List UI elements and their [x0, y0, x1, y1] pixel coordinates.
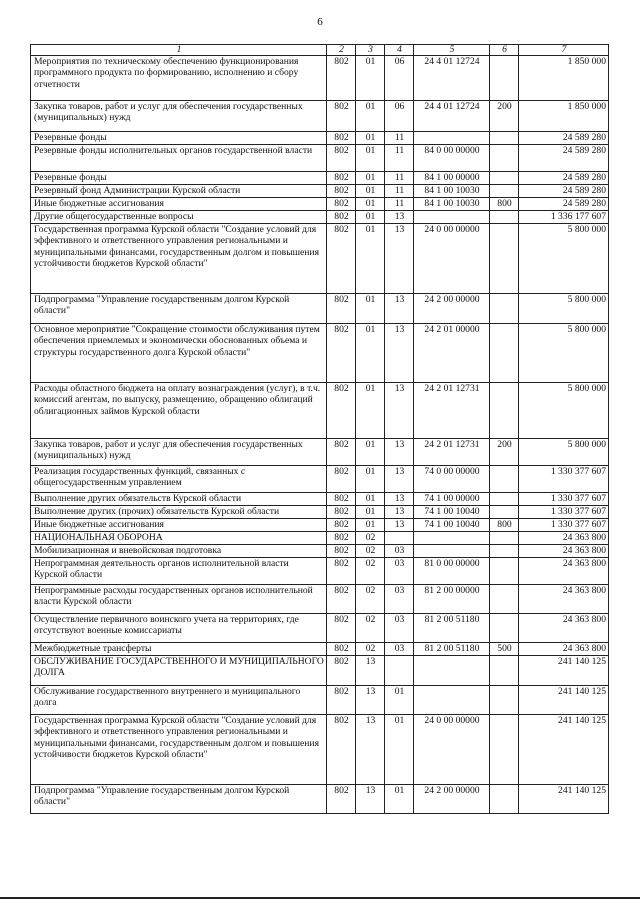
amount: 24 363 800 — [519, 614, 609, 643]
row-name: Межбюджетные трансферты — [31, 643, 327, 656]
subsection-code: 11 — [385, 185, 414, 198]
subsection-code: 13 — [385, 224, 414, 294]
table-row — [31, 558, 609, 585]
ministry-code: 802 — [327, 211, 356, 224]
table-row — [31, 172, 609, 185]
amount: 5 800 000 — [519, 324, 609, 383]
subsection-code: 11 — [385, 198, 414, 211]
row-name: Закупка товаров, работ и услуг для обеспечения государственных (муниципальных) нужд — [31, 439, 327, 466]
ministry-code: 802 — [327, 198, 356, 211]
ministry-code: 802 — [327, 519, 356, 532]
column-number: 1 — [31, 45, 327, 56]
column-number: 6 — [490, 45, 519, 56]
subsection-code: 13 — [385, 211, 414, 224]
table-row — [31, 656, 609, 686]
section-code: 01 — [356, 439, 385, 466]
table-row — [31, 211, 609, 224]
amount: 24 363 800 — [519, 532, 609, 545]
expense-type-code — [490, 211, 519, 224]
amount: 24 363 800 — [519, 545, 609, 558]
section-code: 01 — [356, 101, 385, 132]
amount: 24 589 280 — [519, 145, 609, 172]
ministry-code: 802 — [327, 145, 356, 172]
section-code: 01 — [356, 185, 385, 198]
subsection-code: 01 — [385, 715, 414, 785]
table-row — [31, 101, 609, 132]
section-code: 02 — [356, 643, 385, 656]
section-code: 01 — [356, 198, 385, 211]
subsection-code: 03 — [385, 614, 414, 643]
section-code: 01 — [356, 466, 385, 493]
amount: 1 330 377 607 — [519, 466, 609, 493]
amount: 5 800 000 — [519, 294, 609, 324]
ministry-code: 802 — [327, 439, 356, 466]
expense-type-code: 200 — [490, 439, 519, 466]
row-name: Государственная программа Курской области "Создание условий для эффективного и ответственного управления региональными и муниципальными финансами, государственным долгом и повышения устойчивости бюджетов Курской области" — [31, 224, 327, 294]
subsection-code: 06 — [385, 101, 414, 132]
ministry-code: 802 — [327, 132, 356, 145]
row-name: Закупка товаров, работ и услуг для обеспечения государственных (муниципальных) нужд — [31, 101, 327, 132]
table-row — [31, 614, 609, 643]
target-article-code: 24 2 00 00000 — [414, 294, 490, 324]
page-number: 6 — [317, 16, 323, 28]
expense-type-code — [490, 545, 519, 558]
target-article-code: 84 1 00 10030 — [414, 185, 490, 198]
section-code: 01 — [356, 324, 385, 383]
subsection-code: 01 — [385, 686, 414, 715]
expense-type-code — [490, 224, 519, 294]
expense-type-code — [490, 558, 519, 585]
section-code: 02 — [356, 558, 385, 585]
subsection-code: 11 — [385, 145, 414, 172]
target-article-code: 24 0 00 00000 — [414, 715, 490, 785]
target-article-code — [414, 656, 490, 686]
target-article-code: 24 4 01 12724 — [414, 56, 490, 101]
section-code: 13 — [356, 715, 385, 785]
row-name: Непрограммные расходы государственных органов исполнительной власти Курской области — [31, 585, 327, 614]
row-name: Подпрограмма "Управление государственным долгом Курской области" — [31, 785, 327, 814]
target-article-code: 74 1 00 00000 — [414, 493, 490, 506]
row-name: Реализация государственных функций, связанных с общегосударственным управлением — [31, 466, 327, 493]
subsection-code: 03 — [385, 558, 414, 585]
amount: 241 140 125 — [519, 715, 609, 785]
amount: 24 363 800 — [519, 643, 609, 656]
target-article-code — [414, 211, 490, 224]
row-name: Другие общегосударственные вопросы — [31, 211, 327, 224]
amount: 241 140 125 — [519, 656, 609, 686]
amount: 1 330 377 607 — [519, 519, 609, 532]
table-row — [31, 506, 609, 519]
amount: 1 850 000 — [519, 101, 609, 132]
section-code: 01 — [356, 211, 385, 224]
table-row — [31, 785, 609, 814]
section-code: 01 — [356, 172, 385, 185]
row-name: ОБСЛУЖИВАНИЕ ГОСУДАРСТВЕННОГО И МУНИЦИПАЛЬНОГО ДОЛГА — [31, 656, 327, 686]
column-number: 5 — [414, 45, 490, 56]
row-name: Резервные фонды исполнительных органов государственной власти — [31, 145, 327, 172]
subsection-code: 13 — [385, 294, 414, 324]
expense-type-code: 200 — [490, 101, 519, 132]
target-article-code: 84 1 00 00000 — [414, 172, 490, 185]
target-article-code: 81 2 00 51180 — [414, 614, 490, 643]
subsection-code: 13 — [385, 439, 414, 466]
expense-type-code — [490, 324, 519, 383]
row-name: НАЦИОНАЛЬНАЯ ОБОРОНА — [31, 532, 327, 545]
row-name: Обслуживание государственного внутреннего и муниципального долга — [31, 686, 327, 715]
row-name: Государственная программа Курской области "Создание условий для эффективного и ответственного управления региональными и муниципальными финансами, государственным долгом и повышения устойчивости бюджетов Курской области" — [31, 715, 327, 785]
amount: 5 800 000 — [519, 383, 609, 439]
row-name: Основное мероприятие "Сокращение стоимости обслуживания путем обеспечения приемлемых и экономически обоснованных объема и структуры государственного долга Курской области" — [31, 324, 327, 383]
row-name: Расходы областного бюджета на оплату вознаграждения (услуг), в т.ч. комиссий агентам, по выпуску, размещению, обращению облигаций облигационных займов Курской области — [31, 383, 327, 439]
ministry-code: 802 — [327, 172, 356, 185]
table-row — [31, 686, 609, 715]
target-article-code: 74 0 00 00000 — [414, 466, 490, 493]
target-article-code: 24 0 00 00000 — [414, 224, 490, 294]
amount: 1 330 377 607 — [519, 506, 609, 519]
amount: 1 330 377 607 — [519, 493, 609, 506]
table-row — [31, 294, 609, 324]
row-name: Резервный фонд Администрации Курской области — [31, 185, 327, 198]
ministry-code: 802 — [327, 224, 356, 294]
target-article-code — [414, 545, 490, 558]
expense-type-code: 800 — [490, 198, 519, 211]
expense-type-code — [490, 294, 519, 324]
subsection-code: 01 — [385, 785, 414, 814]
section-code: 01 — [356, 519, 385, 532]
target-article-code — [414, 132, 490, 145]
expense-type-code: 800 — [490, 519, 519, 532]
section-code: 02 — [356, 614, 385, 643]
section-code: 13 — [356, 785, 385, 814]
column-number: 3 — [356, 45, 385, 56]
ministry-code: 802 — [327, 466, 356, 493]
expense-type-code — [490, 656, 519, 686]
section-code: 01 — [356, 145, 385, 172]
target-article-code: 81 0 00 00000 — [414, 558, 490, 585]
expense-type-code — [490, 715, 519, 785]
subsection-code: 13 — [385, 324, 414, 383]
amount: 24 589 280 — [519, 132, 609, 145]
table-row — [31, 132, 609, 145]
amount: 241 140 125 — [519, 686, 609, 715]
subsection-code: 03 — [385, 545, 414, 558]
subsection-code: 13 — [385, 506, 414, 519]
ministry-code: 802 — [327, 383, 356, 439]
amount: 24 589 280 — [519, 185, 609, 198]
row-name: Осуществление первичного воинского учета на территориях, где отсутствуют военные комиссариаты — [31, 614, 327, 643]
amount: 24 363 800 — [519, 585, 609, 614]
budget-table — [30, 44, 609, 814]
row-name: Резервные фонды — [31, 132, 327, 145]
target-article-code: 24 2 01 12731 — [414, 439, 490, 466]
row-name: Иные бюджетные ассигнования — [31, 519, 327, 532]
ministry-code: 802 — [327, 545, 356, 558]
target-article-code: 81 2 00 00000 — [414, 585, 490, 614]
expense-type-code — [490, 383, 519, 439]
section-code: 01 — [356, 294, 385, 324]
expense-type-code — [490, 493, 519, 506]
amount: 1 336 177 607 — [519, 211, 609, 224]
expense-type-code: 500 — [490, 643, 519, 656]
ministry-code: 802 — [327, 532, 356, 545]
row-name: Иные бюджетные ассигнования — [31, 198, 327, 211]
table-row — [31, 324, 609, 383]
page-bottom-rule — [0, 897, 640, 899]
subsection-code: 03 — [385, 643, 414, 656]
ministry-code: 802 — [327, 614, 356, 643]
ministry-code: 802 — [327, 686, 356, 715]
subsection-code: 13 — [385, 383, 414, 439]
amount: 24 589 280 — [519, 172, 609, 185]
row-name: Резервные фонды — [31, 172, 327, 185]
row-name: Непрограммная деятельность органов исполнительной власти Курской области — [31, 558, 327, 585]
ministry-code: 802 — [327, 643, 356, 656]
amount: 1 850 000 — [519, 56, 609, 101]
table-row — [31, 383, 609, 439]
target-article-code: 24 2 01 12731 — [414, 383, 490, 439]
expense-type-code — [490, 132, 519, 145]
table-row — [31, 185, 609, 198]
subsection-code: 11 — [385, 132, 414, 145]
amount: 5 800 000 — [519, 439, 609, 466]
ministry-code: 802 — [327, 101, 356, 132]
section-code: 02 — [356, 585, 385, 614]
ministry-code: 802 — [327, 294, 356, 324]
subsection-code: 13 — [385, 466, 414, 493]
amount: 24 589 280 — [519, 198, 609, 211]
section-code: 13 — [356, 656, 385, 686]
section-code: 01 — [356, 224, 385, 294]
row-name: Мероприятия по техническому обеспечению функционирования программного продукта по формированию, исполнению и сбору отчетности — [31, 56, 327, 101]
table-row — [31, 466, 609, 493]
ministry-code: 802 — [327, 558, 356, 585]
column-number: 2 — [327, 45, 356, 56]
ministry-code: 802 — [327, 324, 356, 383]
expense-type-code — [490, 785, 519, 814]
table-row — [31, 198, 609, 211]
ministry-code: 802 — [327, 56, 356, 101]
table-row — [31, 585, 609, 614]
subsection-code: 11 — [385, 172, 414, 185]
target-article-code: 24 4 01 12724 — [414, 101, 490, 132]
column-number: 7 — [519, 45, 609, 56]
expense-type-code — [490, 686, 519, 715]
table-row — [31, 145, 609, 172]
expense-type-code — [490, 56, 519, 101]
table-row — [31, 439, 609, 466]
section-code: 02 — [356, 532, 385, 545]
target-article-code — [414, 686, 490, 715]
target-article-code: 74 1 00 10040 — [414, 519, 490, 532]
section-code: 01 — [356, 383, 385, 439]
table-row — [31, 643, 609, 656]
target-article-code: 81 2 00 51180 — [414, 643, 490, 656]
expense-type-code — [490, 145, 519, 172]
expense-type-code — [490, 172, 519, 185]
section-code: 01 — [356, 56, 385, 101]
target-article-code: 74 1 00 10040 — [414, 506, 490, 519]
table-row — [31, 224, 609, 294]
section-code: 01 — [356, 506, 385, 519]
ministry-code: 802 — [327, 785, 356, 814]
row-name: Выполнение других (прочих) обязательств Курской области — [31, 506, 327, 519]
subsection-code — [385, 532, 414, 545]
column-number: 4 — [385, 45, 414, 56]
target-article-code: 24 2 00 00000 — [414, 785, 490, 814]
target-article-code: 24 2 01 00000 — [414, 324, 490, 383]
ministry-code: 802 — [327, 185, 356, 198]
ministry-code: 802 — [327, 656, 356, 686]
subsection-code: 13 — [385, 519, 414, 532]
ministry-code: 802 — [327, 506, 356, 519]
section-code: 01 — [356, 132, 385, 145]
section-code: 02 — [356, 545, 385, 558]
table-row — [31, 519, 609, 532]
table-row — [31, 532, 609, 545]
subsection-code — [385, 656, 414, 686]
table-row — [31, 56, 609, 101]
expense-type-code — [490, 506, 519, 519]
expense-type-code — [490, 614, 519, 643]
target-article-code — [414, 532, 490, 545]
amount: 5 800 000 — [519, 224, 609, 294]
column-number-row — [31, 45, 609, 56]
subsection-code: 13 — [385, 493, 414, 506]
expense-type-code — [490, 185, 519, 198]
ministry-code: 802 — [327, 715, 356, 785]
table-row — [31, 715, 609, 785]
expense-type-code — [490, 585, 519, 614]
ministry-code: 802 — [327, 585, 356, 614]
row-name: Подпрограмма "Управление государственным долгом Курской области" — [31, 294, 327, 324]
row-name: Выполнение других обязательств Курской области — [31, 493, 327, 506]
amount: 241 140 125 — [519, 785, 609, 814]
target-article-code: 84 1 00 10030 — [414, 198, 490, 211]
expense-type-code — [490, 466, 519, 493]
subsection-code: 03 — [385, 585, 414, 614]
amount: 24 363 800 — [519, 558, 609, 585]
subsection-code: 06 — [385, 56, 414, 101]
section-code: 01 — [356, 493, 385, 506]
expense-type-code — [490, 532, 519, 545]
target-article-code: 84 0 00 00000 — [414, 145, 490, 172]
table-row — [31, 493, 609, 506]
section-code: 13 — [356, 686, 385, 715]
table-row — [31, 545, 609, 558]
ministry-code: 802 — [327, 493, 356, 506]
row-name: Мобилизационная и вневойсковая подготовка — [31, 545, 327, 558]
